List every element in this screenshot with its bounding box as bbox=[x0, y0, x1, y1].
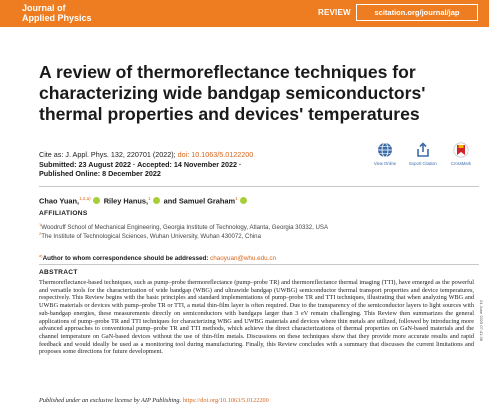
orcid-icon[interactable] bbox=[153, 197, 160, 204]
affiliation-marker: 2 bbox=[39, 231, 42, 236]
view-online-button[interactable] bbox=[368, 142, 402, 166]
license-text: Published under an exclusive license by AIP Publishing. bbox=[39, 397, 182, 404]
author-name[interactable]: and Samuel Graham bbox=[163, 196, 236, 206]
journal-url-link[interactable]: scitation.org/journal/jap bbox=[356, 4, 478, 21]
affiliation-text: Woodruff School of Mechanical Engineering, Georgia Institute of Technology, Atlanta, Georgia 30332, USA bbox=[41, 224, 329, 232]
doi-url-link[interactable]: https://doi.org/10.1063/5.0122200 bbox=[182, 397, 269, 404]
author-affil-marker: 1,2,a) bbox=[79, 196, 91, 201]
view-online-label: View Online bbox=[373, 161, 397, 166]
published-line: Published Online: 8 December 2022 bbox=[39, 169, 161, 178]
export-citation-button[interactable] bbox=[406, 142, 440, 166]
affiliation-text: The Institute of Technological Sciences, Wuhan University, Wuhan 430072, China bbox=[41, 233, 261, 241]
export-citation-label: Export Citation bbox=[409, 161, 437, 166]
download-timestamp bbox=[480, 300, 488, 380]
author-name[interactable]: Chao Yuan, bbox=[39, 196, 80, 206]
citation-text: Cite as: J. Appl. Phys. 132, 220701 (2022); bbox=[39, 150, 176, 159]
doi-link[interactable]: doi: 10.1063/5.0122200 bbox=[177, 150, 254, 159]
download-timestamp-text: 24 June 2025 07:41:38 bbox=[479, 300, 484, 341]
abstract-heading: ABSTRACT bbox=[39, 269, 78, 276]
affiliation-item bbox=[39, 230, 261, 242]
journal-name-line1: Journal of bbox=[22, 3, 66, 13]
divider bbox=[39, 264, 479, 265]
orcid-icon[interactable] bbox=[93, 197, 100, 204]
correspondence-marker: a) bbox=[39, 253, 43, 258]
journal-header-bar bbox=[0, 0, 489, 27]
license-line bbox=[39, 397, 269, 404]
crossmark-button[interactable] bbox=[444, 142, 478, 166]
export-citation-icon bbox=[415, 142, 431, 158]
affiliations-heading: AFFILIATIONS bbox=[39, 210, 88, 217]
affiliation-marker: 1 bbox=[39, 222, 42, 227]
divider bbox=[39, 186, 479, 187]
author-list bbox=[39, 196, 249, 205]
dates-line: Submitted: 23 August 2022 · Accepted: 14 November 2022 · bbox=[39, 159, 242, 169]
author-affil-marker: 1 bbox=[235, 196, 238, 201]
citation-block bbox=[39, 150, 359, 179]
crossmark-icon bbox=[453, 142, 469, 158]
article-actions bbox=[368, 142, 480, 180]
correspondence-email-link[interactable]: chaoyuan@whu.edu.cn bbox=[210, 255, 277, 263]
article-type-label: REVIEW bbox=[318, 8, 351, 17]
author-name[interactable]: Riley Hanus, bbox=[103, 196, 149, 206]
correspondence-line bbox=[39, 253, 276, 262]
citation-line bbox=[39, 150, 359, 160]
article-title: A review of thermoreflectance techniques for characterizing wide bandgap semiconductors' thermal properties and devices' temperatures bbox=[39, 62, 426, 124]
journal-name-line2: Applied Physics bbox=[22, 13, 92, 23]
journal-name[interactable] bbox=[22, 3, 142, 23]
author-affil-marker: 1 bbox=[148, 196, 151, 201]
abstract-body: Thermoreflectance-based techniques, such as pump–probe thermoreflectance (pump–probe TR) and thermoreflectance thermal imaging (TTI), have emerged as the powerful and versatile tools for the characterization of wide bandgap (WBG) and ultrawide bandgap (UWBG) semiconductor thermal transport properties and device temperatures, respectively. This Review begins with the basic principles and standard implementations of pump–probe TR and TTI techniques, illustrating that when analyzing WBG and UWBG materials or devices with pump–probe TR or TTI, a metal thin-film layer is often required. Due to the transparency of the semiconductor layers to light sources with sub-bandgap energies, these measurements directly on semiconductors with bandgaps larger than 3 eV remain challenging. This Review then summarizes the general applications of pump–probe TR and TTI techniques for characterizing WBG and UWBG materials and devices where thin metals are utilized, followed by introducing more advanced approaches to conventional pump–probe TR and TTI methods, which achieve the direct characterizations of thermal properties on GaN-based materials and the channel temperature on GaN-based devices without the use of thin-film metals. Discussions on these techniques show that they provide more accurate results and rapid feedback and would ideally be used as a monitoring tool during manufacturing. Finally, this Review concludes with a summary that discusses the current limitations and proposes some directions for future development. bbox=[39, 279, 474, 356]
crossmark-label: CrossMark bbox=[450, 161, 472, 166]
correspondence-label: Author to whom correspondence should be addressed: bbox=[42, 255, 209, 263]
orcid-icon[interactable] bbox=[240, 197, 247, 204]
view-online-icon bbox=[377, 142, 393, 158]
